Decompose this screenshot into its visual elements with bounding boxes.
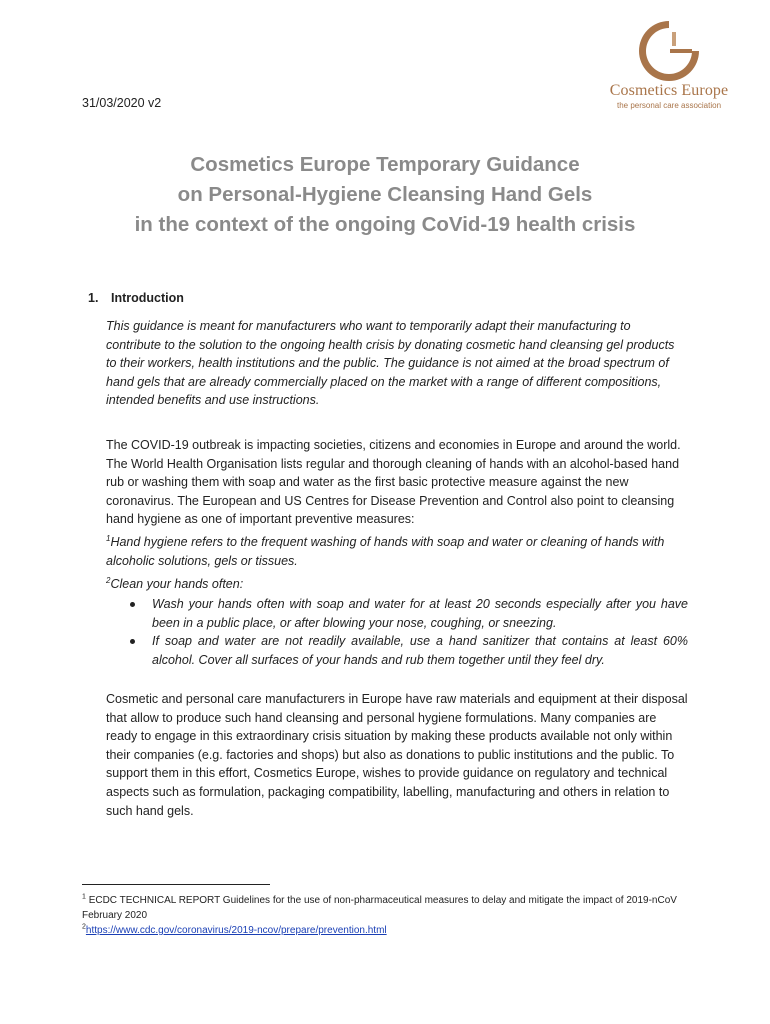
- bullet-icon: [130, 639, 135, 644]
- list-item-text: If soap and water are not readily available, use a hand sanitizer that contains at least 60% alcohol. Cover all surfaces of your hands and rub them together until they feel dry.: [152, 634, 688, 667]
- list-item-text: Wash your hands often with soap and water for at least 20 seconds especially after you have been in a public place, or after blowing your nose, coughing, or sneezing.: [152, 597, 688, 630]
- date-version: 31/03/2020 v2: [82, 96, 162, 110]
- document-title: [60, 150, 710, 240]
- cosmetics-europe-logo: [596, 18, 742, 108]
- manufacturers-paragraph: Cosmetic and personal care manufacturers in Europe have raw materials and equipment at their disposal that allow to produce such hand cleansing and personal hygiene formulations. Many companies are ready to engage in this extraordinary crisis situation by making these products available not only within their companies (e.g. factories and shops) but also as donations to public institutions and the public. To support them in this effort, Cosmetics Europe, wishes to provide guidance on regulatory and technical aspects such as formulation, packaging compatibility, labelling, manufacturing and others in relation to such hand gels.: [106, 692, 688, 818]
- intro-paragraph: This guidance is meant for manufacturers who want to temporarily adapt their manufacturing to contribute to the solution to the ongoing health crisis by donating cosmetic hand cleansing gel products to their workers, health institutions and the public. The guidance is not aimed at the broad spectrum of hand gels that are already commercially placed on the market with a range of different compositions, intended benefits and use instructions.: [106, 319, 675, 408]
- footnote-text: ECDC TECHNICAL REPORT Guidelines for the use of non-pharmaceutical measures to delay and mitigate the impact of 2019-nCoV February 2020: [82, 895, 677, 921]
- logo-wordmark: Cosmetics Europe: [609, 82, 729, 99]
- logo-emblem-icon: [636, 18, 702, 84]
- footnote-1: [82, 893, 682, 923]
- footnote-ref-1: 1: [106, 533, 111, 543]
- footnote-marker: 1: [82, 893, 86, 901]
- footnote-divider: [82, 884, 270, 885]
- section-number: 1.: [88, 291, 99, 305]
- title-line-1: Cosmetics Europe Temporary Guidance: [190, 153, 580, 176]
- clean-hands-list: [126, 595, 688, 669]
- bullet-icon: [130, 602, 135, 607]
- clean-hands-text: Clean your hands often:: [110, 577, 244, 591]
- hand-hygiene-text: Hand hygiene refers to the frequent washing of hands with soap and water or cleaning of hands with alcoholic solutions, gels or tissues.: [106, 535, 665, 568]
- footnote-ref-2: 2: [106, 575, 111, 585]
- footnote-marker: 2: [82, 923, 86, 931]
- section-heading: [88, 291, 184, 305]
- footnotes: [82, 893, 682, 938]
- title-line-2: on Personal-Hygiene Cleansing Hand Gels: [177, 183, 593, 206]
- footnote-2: [82, 923, 682, 938]
- list-item: [126, 595, 688, 632]
- title-line-3: in the context of the ongoing CoVid-19 health crisis: [134, 213, 636, 236]
- cdc-prevention-link[interactable]: https://www.cdc.gov/coronavirus/2019-ncov/prepare/prevention.html: [85, 925, 387, 936]
- logo-tagline: the personal care association: [616, 101, 722, 110]
- list-item: [126, 632, 688, 669]
- outbreak-paragraph: The COVID-19 outbreak is impacting societies, citizens and economies in Europe and around the world. The World Health Organisation lists regular and thorough cleaning of hands with an alcohol-based hand rub or washing them with soap and water as the first basic protective measure against the new coronavirus. The European and US Centres for Disease Prevention and Control also point to cleansing hand hygiene as one of important preventive measures:: [106, 438, 681, 527]
- hand-hygiene-quote: [106, 533, 688, 570]
- section-title: Introduction: [111, 291, 184, 305]
- clean-hands-quote: [106, 575, 688, 594]
